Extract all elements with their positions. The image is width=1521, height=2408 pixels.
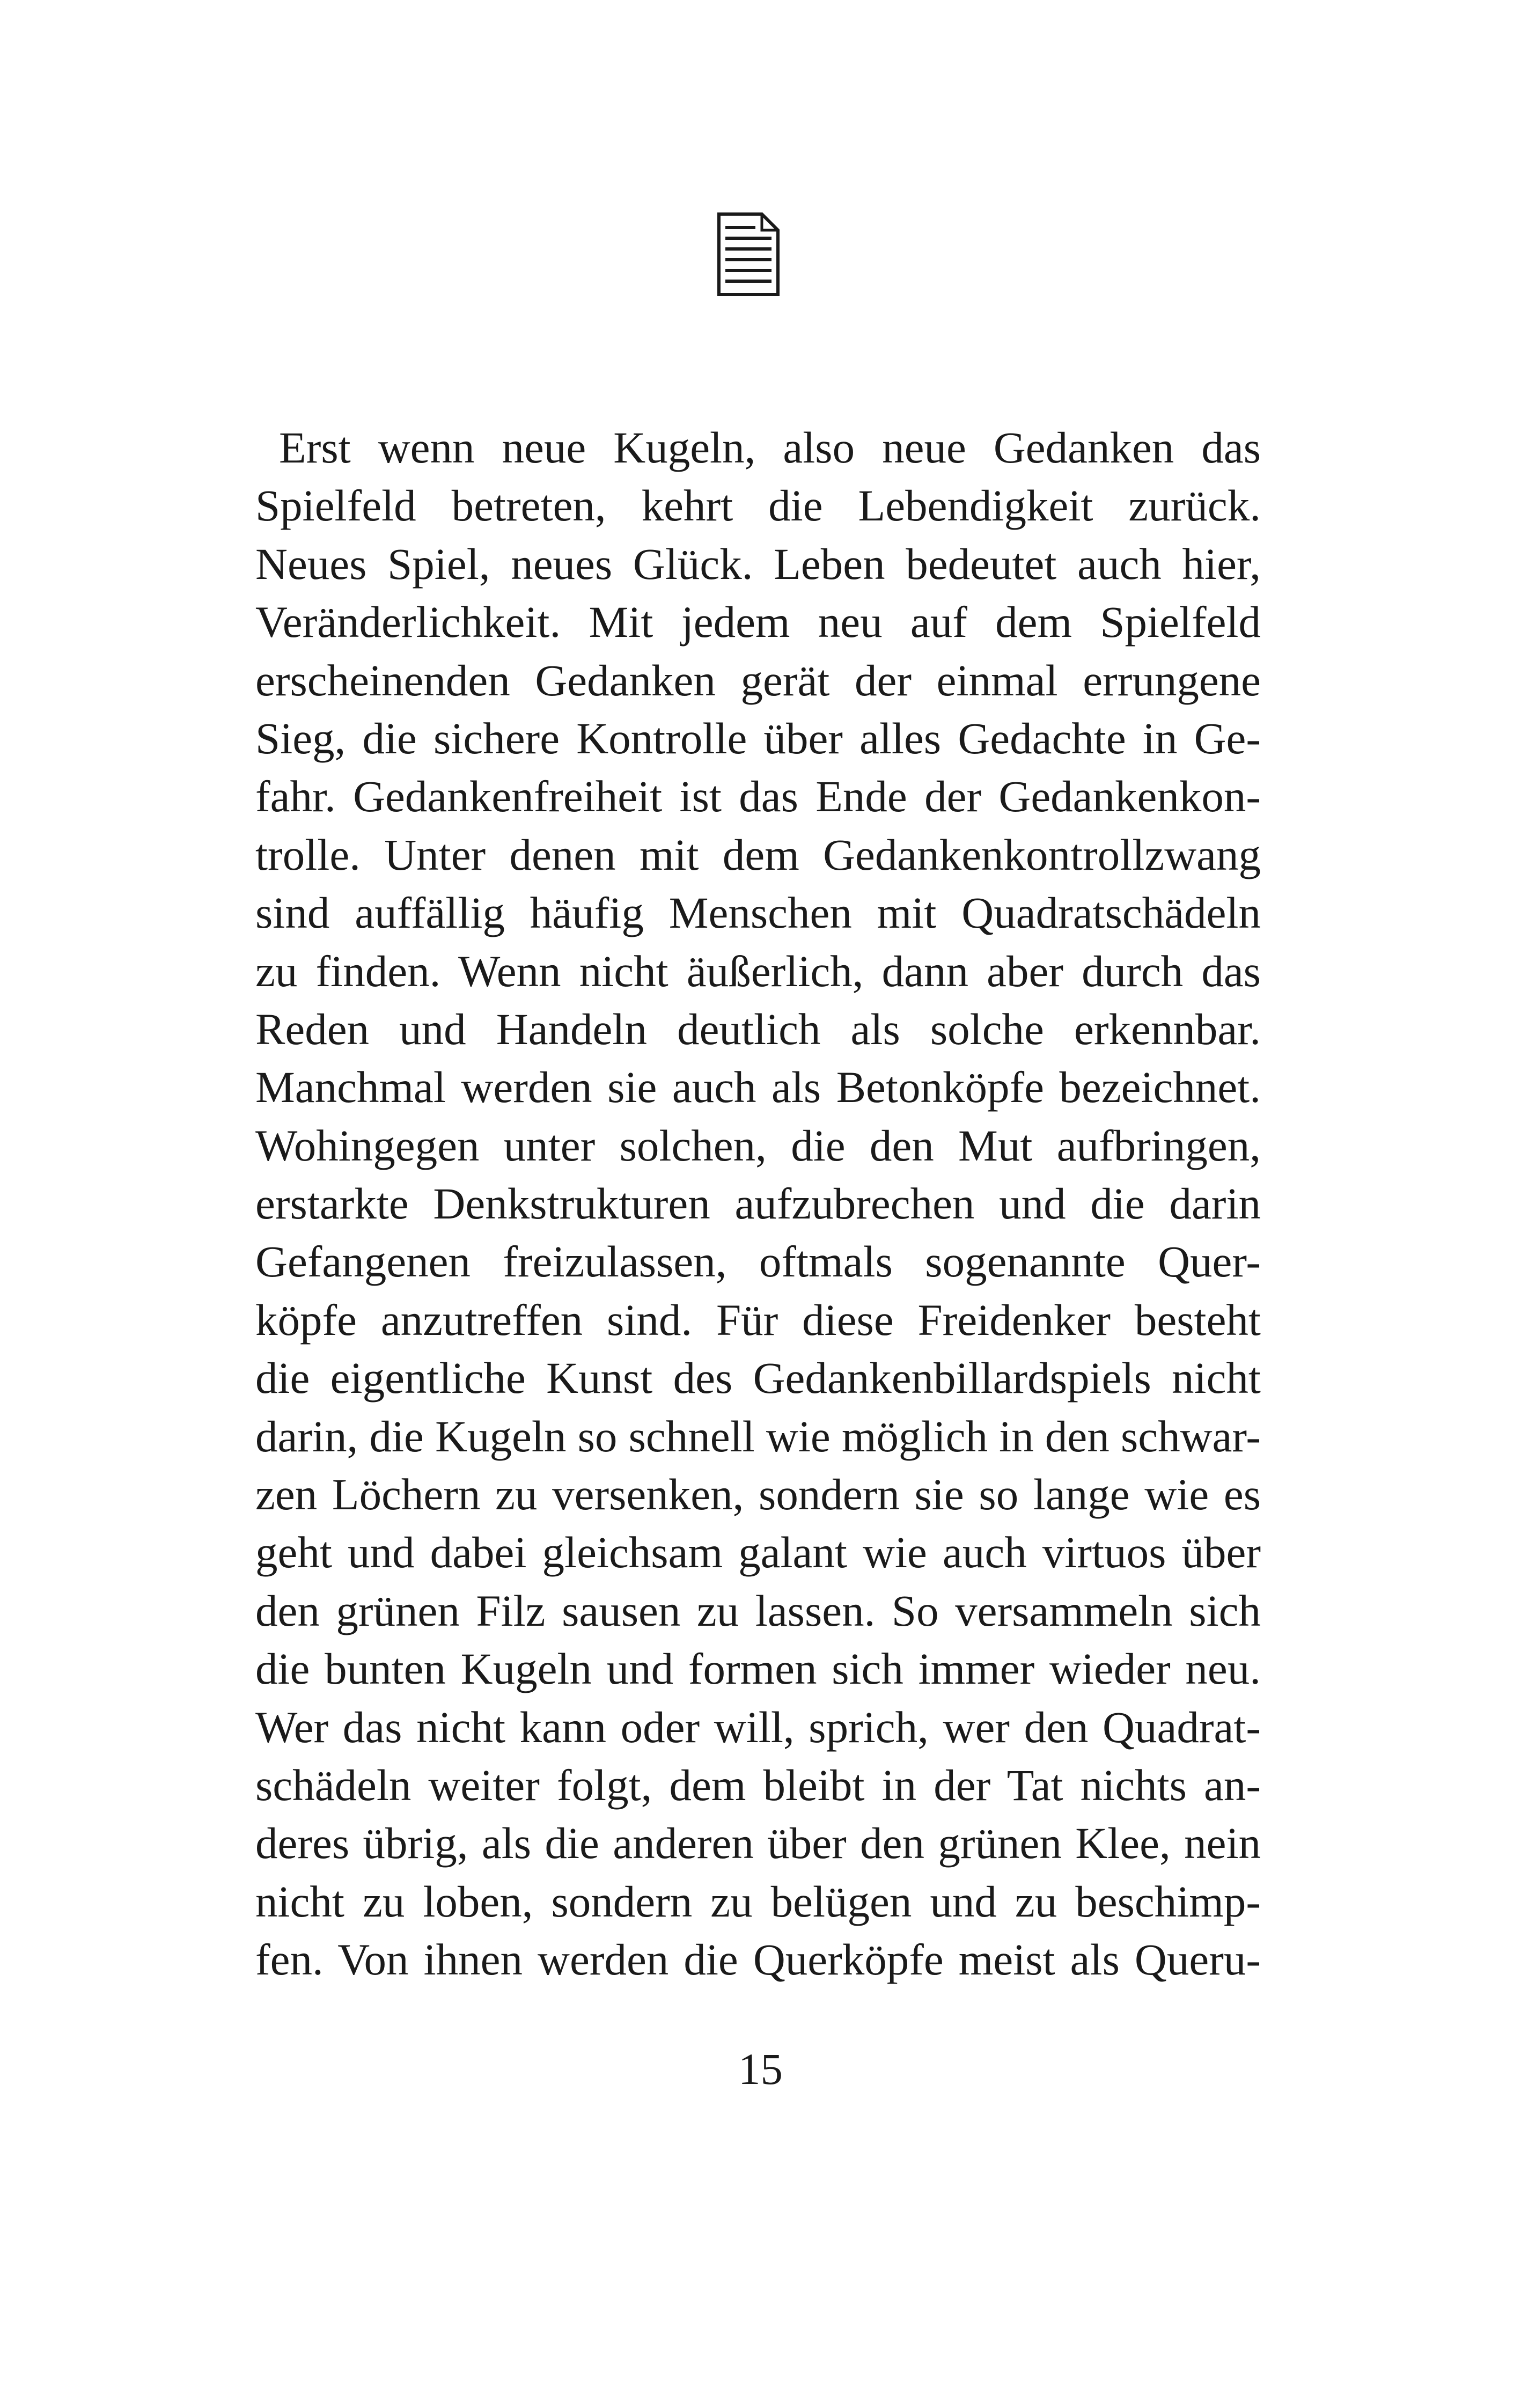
text-line: deres übrig, als die anderen über den grünen Klee, nein (255, 1818, 1261, 1868)
page-number: 15 (738, 2044, 783, 2094)
text-line: nicht zu loben, sondern zu belügen und zu beschimp- (255, 1876, 1261, 1926)
text-line: erstarkte Denkstrukturen aufzubrechen und die darin (255, 1179, 1261, 1229)
text-line: fahr. Gedankenfreiheit ist das Ende der Gedankenkon- (255, 772, 1261, 821)
text-line: Wer das nicht kann oder will, sprich, wer den Quadrat- (255, 1702, 1261, 1752)
text-line: sind auffällig häufig Menschen mit Quadratschädeln (255, 888, 1261, 938)
body-text (255, 419, 1261, 1989)
text-line: köpfe anzutreffen sind. Für diese Freidenker besteht (255, 1295, 1261, 1345)
text-line: zen Löchern zu versenken, sondern sie so lange wie es (255, 1470, 1261, 1519)
text-line: Veränderlichkeit. Mit jedem neu auf dem Spielfeld (255, 597, 1261, 647)
text-line: Wohingegen unter solchen, die den Mut aufbringen, (255, 1120, 1261, 1170)
text-line: Neues Spiel, neues Glück. Leben bedeutet auch hier, (255, 539, 1261, 589)
text-line: Erst wenn neue Kugeln, also neue Gedanken das (279, 423, 1261, 472)
text-line: Manchmal werden sie auch als Betonköpfe bezeichnet. (255, 1062, 1261, 1112)
document-icon (717, 212, 780, 297)
text-line: schädeln weiter folgt, dem bleibt in der Tat nichts an- (255, 1760, 1261, 1810)
text-line: Spielfeld betreten, kehrt die Lebendigkeit zurück. (255, 481, 1261, 531)
text-line: Reden und Handeln deutlich als solche erkennbar. (255, 1004, 1261, 1054)
text-line: trolle. Unter denen mit dem Gedankenkontrollzwang (255, 829, 1261, 879)
text-line: geht und dabei gleichsam galant wie auch virtuos über (255, 1528, 1261, 1577)
text-line: die eigentliche Kunst des Gedankenbillardspiels nicht (255, 1353, 1261, 1403)
text-line: darin, die Kugeln so schnell wie möglich in den schwar- (255, 1411, 1261, 1461)
text-line: Gefangenen freizulassen, oftmals sogenannte Quer- (255, 1237, 1261, 1287)
text-line: fen. Von ihnen werden die Querköpfe meist als Queru- (255, 1935, 1261, 1985)
text-line: den grünen Filz sausen zu lassen. So versammeln sich (255, 1585, 1261, 1635)
text-line: zu finden. Wenn nicht äußerlich, dann aber durch das (255, 946, 1261, 996)
text-line: die bunten Kugeln und formen sich immer wieder neu. (255, 1644, 1261, 1694)
text-line: Sieg, die sichere Kontrolle über alles Gedachte in Ge- (255, 713, 1261, 763)
text-line: erscheinenden Gedanken gerät der einmal errungene (255, 655, 1261, 705)
